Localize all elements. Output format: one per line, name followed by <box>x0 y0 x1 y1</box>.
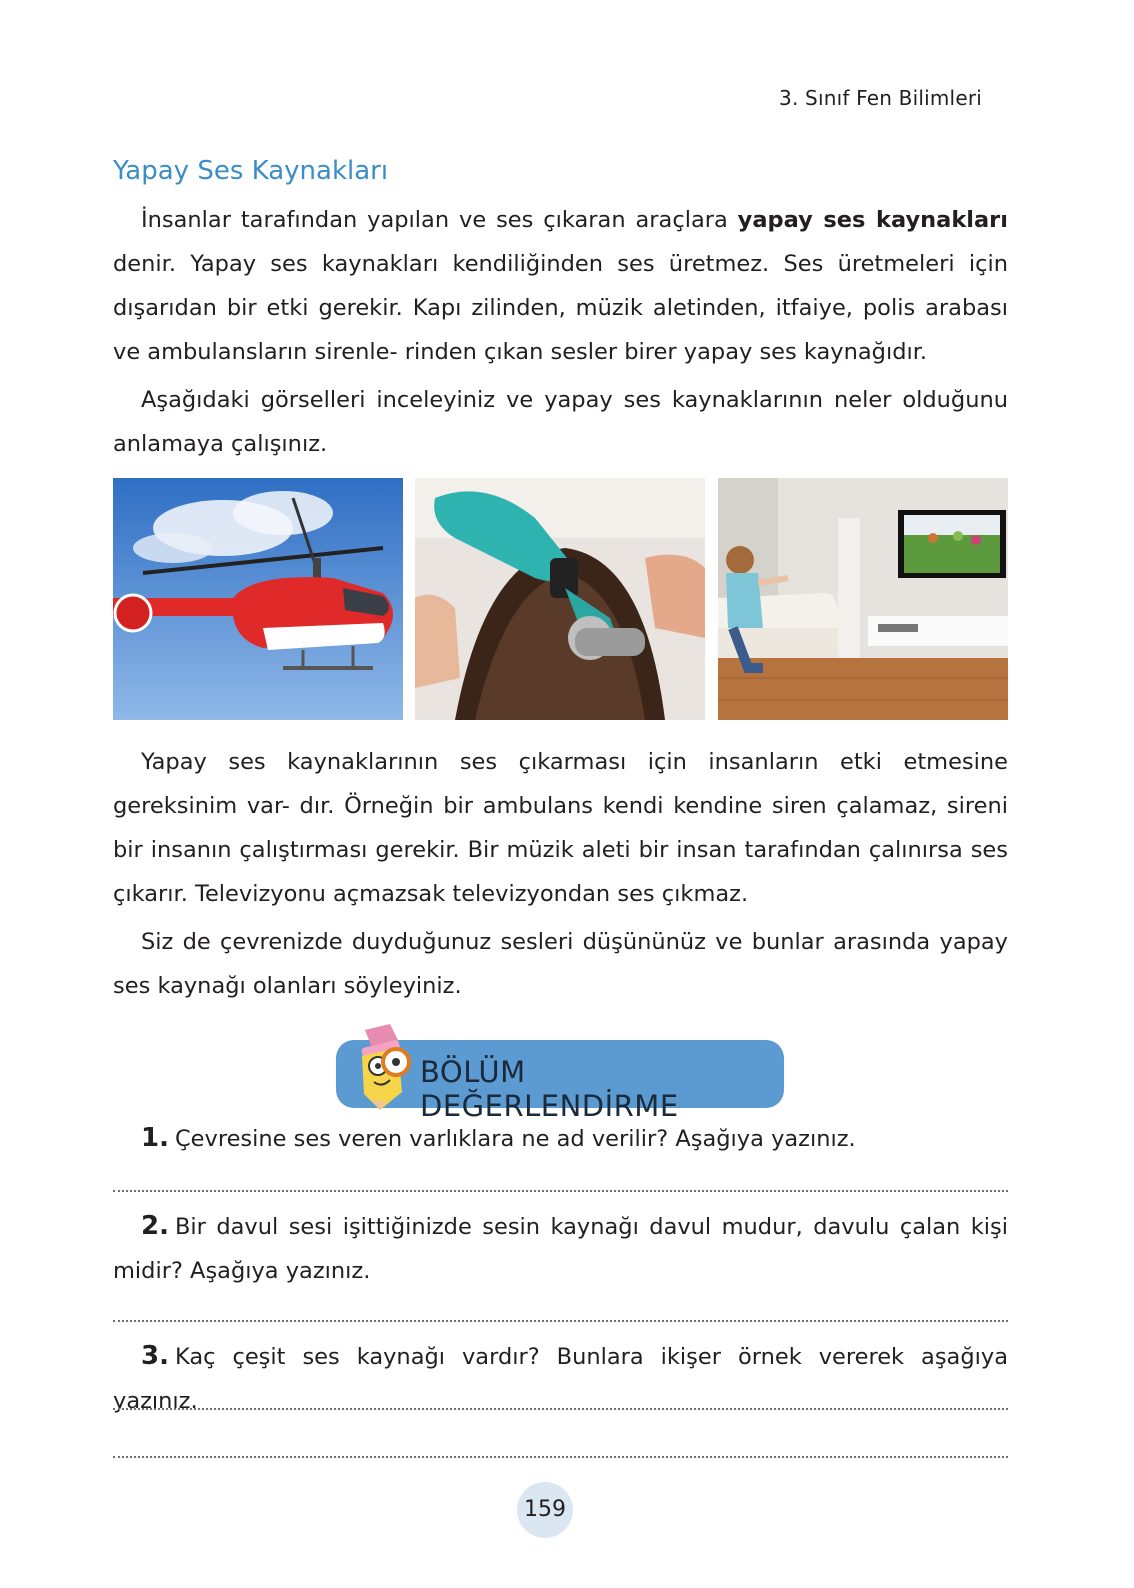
question-2-number: 2. <box>141 1211 169 1241</box>
evaluation-title: BÖLÜM DEĞERLENDİRME <box>420 1055 679 1123</box>
answer-line-4[interactable] <box>113 1456 1008 1458</box>
answer-line-3[interactable] <box>113 1408 1008 1410</box>
television-photo <box>718 478 1008 720</box>
question-1 <box>113 1116 1008 1161</box>
intro-text-after: denir. Yapay ses kaynakları kendiliğinden ses üretmez. Ses üretmeleri için dışarıdan bir etki gerekir. Kapı zilinden, müzik aletinden, itfaiye, polis arabası ve ambulansların sirenle- rinden çıkan sesler birer yapay ses kaynağıdır. <box>113 251 1008 365</box>
helicopter-photo <box>113 478 403 720</box>
explanation-text: Yapay ses kaynaklarının ses çıkarması için insanların etki etmesine gereksinim var- dır. Örneğin bir ambulans kendi kendine siren çalamaz, sireni bir insanın çalıştırması gerekir. Bir müzik aleti bir insan tarafından çalınırsa ses çıkarır. Televizyonu açmazsak televizyondan ses çıkmaz. <box>113 749 1008 907</box>
activity-paragraph <box>113 920 1008 1008</box>
key-term: yapay ses kaynakları <box>737 207 1008 233</box>
question-3-text: Kaç çeşit ses kaynağı vardır? Bunlara ikişer örnek vererek aşağıya yazınız. <box>113 1344 1008 1414</box>
answer-line-1[interactable] <box>113 1190 1008 1192</box>
instruction-paragraph <box>113 378 1008 466</box>
course-header: 3. Sınıf Fen Bilimleri <box>779 86 982 110</box>
question-2-text: Bir davul sesi işittiğinizde sesin kaynağı davul mudur, davulu çalan kişi midir? Aşağıya yazınız. <box>113 1214 1008 1284</box>
hair-dryer-photo <box>415 478 705 720</box>
intro-text-before: İnsanlar tarafından yapılan ve ses çıkaran araçlara <box>141 207 738 233</box>
answer-line-2[interactable] <box>113 1320 1008 1322</box>
activity-text: Siz de çevrenizde duyduğunuz sesleri düşününüz ve bunlar arasında yapay ses kaynağı olanları söyleyiniz. <box>113 929 1008 999</box>
question-1-number: 1. <box>141 1123 169 1153</box>
instruction-text: Aşağıdaki görselleri inceleyiniz ve yapay ses kaynaklarının neler olduğunu anlamaya çalışınız. <box>113 387 1008 457</box>
explanation-paragraph <box>113 740 1008 916</box>
section-title: Yapay Ses Kaynakları <box>113 156 389 186</box>
question-3-number: 3. <box>141 1341 169 1371</box>
pencil-mascot-icon <box>350 1022 420 1112</box>
intro-paragraph <box>113 198 1008 374</box>
question-2 <box>113 1204 1008 1293</box>
question-1-text: Çevresine ses veren varlıklara ne ad verilir? Aşağıya yazınız. <box>174 1126 856 1152</box>
page-number: 159 <box>517 1482 573 1538</box>
